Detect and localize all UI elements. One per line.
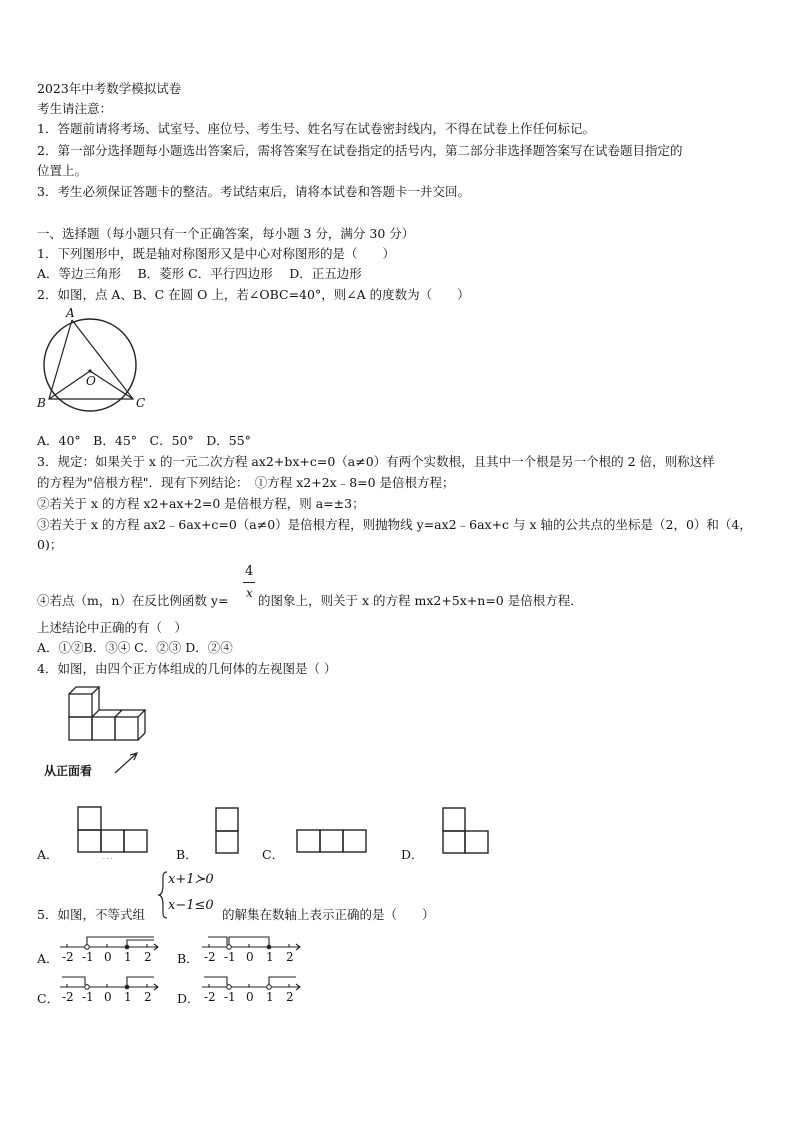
q5-option-b-label: B． <box>177 951 199 966</box>
q3-line6-b: 的图象上，则关于 x 的方程 mx2+5x+n=0 是倍根方程． <box>258 593 583 608</box>
q4-option-d-figure <box>441 806 493 858</box>
q5-option-c-label: C． <box>37 991 60 1006</box>
q2-label-a: A <box>66 306 75 320</box>
q3-line5: 0)； <box>37 537 63 552</box>
q4-option-b-figure <box>214 806 242 856</box>
q3-frac-numerator: 4 <box>245 564 254 579</box>
svg-text:. . .: . . . <box>103 854 113 861</box>
q2-options: A．40° B．45° C．50° D．55° <box>37 433 251 448</box>
q5-c-tick-2: 2 <box>144 990 152 1004</box>
q5-b-tick-m2: -2 <box>204 950 216 964</box>
q4-option-c-label: C． <box>262 847 285 862</box>
q4-option-d-label: D． <box>401 847 424 862</box>
q2-circle-figure <box>37 305 152 417</box>
q5-option-a-label: A． <box>37 951 59 966</box>
q5-a-tick-0: 0 <box>104 950 112 964</box>
q2-label-o: O <box>86 374 96 388</box>
notice-3: 3．考生必须保证答题卡的整洁。考试结束后，请将本试卷和答题卡一并交回。 <box>37 184 470 199</box>
q5-b-tick-0: 0 <box>246 950 254 964</box>
section-heading: 一、选择题（每小题只有一个正确答案，每小题 3 分，满分 30 分） <box>37 226 415 241</box>
q2-label-c: C <box>136 396 146 410</box>
q3-line3: ②若关于 x 的方程 x2+ax+2=0 是倍根方程，则 a=±3； <box>37 496 365 511</box>
q3-line4: ③若关于 x 的方程 ax2﹣6ax+c=0（a≠0）是倍根方程，则抛物线 y=ax2﹣6ax+c 与 x 轴的公共点的坐标是（2，0）和（4， <box>37 517 752 532</box>
q3-line2: 的方程为"倍根方程"．现有下列结论： ①方程 x2+2x﹣8=0 是倍根方程； <box>37 475 455 490</box>
q5-a-tick-m1: -1 <box>82 950 94 964</box>
notice-2: 2．第一部分选择题每小题选出答案后，需将答案写在试卷指定的括号内，第二部分非选择题答案写在试卷题目指定的 <box>37 143 683 158</box>
q4-option-a-figure <box>76 805 151 860</box>
q2-stem: 2．如图，点 A、B、C 在圆 O 上，若∠OBC=40°，则∠A 的度数为（ ） <box>37 287 470 302</box>
q5-stem-a: 5．如图，不等式组 <box>37 907 145 922</box>
notice-1: 1．答题前请将考场、试室号、座位号、考生号、姓名写在试卷密封线内，不得在试卷上作任何标记。 <box>37 121 595 136</box>
q1-options: A．等边三角形 B．菱形 C．平行四边形 D．正五边形 <box>37 266 362 281</box>
notice-2-cont: 位置上。 <box>37 163 88 178</box>
q5-b-tick-m1: -1 <box>224 950 236 964</box>
q5-b-tick-1: 1 <box>266 950 274 964</box>
q4-stem: 4．如图，由四个正方体组成的几何体的左视图是（ ） <box>37 661 337 676</box>
q5-d-tick-2: 2 <box>286 990 294 1004</box>
q1-stem: 1．下列图形中，既是轴对称图形又是中心对称图形的是（ ） <box>37 246 395 261</box>
q5-b-tick-2: 2 <box>286 950 294 964</box>
q5-c-tick-m2: -2 <box>62 990 74 1004</box>
q2-label-b: B <box>37 396 46 410</box>
q4-option-b-label: B． <box>176 847 198 862</box>
q3-options: A．①②B．③④ C．②③ D．②④ <box>37 640 233 655</box>
q4-option-a-label: A． <box>37 847 59 862</box>
q5-system-eq1: x+1≻0 <box>168 872 214 887</box>
q4-view-caption: 从正面看 <box>44 764 93 778</box>
page-title: 2023年中考数学模拟试卷 <box>37 81 182 96</box>
notice-title: 考生请注意： <box>37 101 113 116</box>
q3-line6-a: ④若点（m，n）在反比例函数 y= <box>37 593 229 608</box>
q5-system-eq2: x−1≤0 <box>168 898 214 913</box>
q3-line7: 上述结论中正确的有（ ） <box>37 620 188 635</box>
q5-brace <box>158 871 168 919</box>
q5-c-tick-0: 0 <box>104 990 112 1004</box>
q3-frac-bar <box>243 582 255 583</box>
q3-frac-denominator: x <box>246 586 253 600</box>
q5-c-tick-1: 1 <box>124 990 132 1004</box>
q5-a-tick-2: 2 <box>144 950 152 964</box>
q4-option-c-figure <box>295 828 370 856</box>
q5-a-tick-1: 1 <box>124 950 132 964</box>
q3-line1: 3．规定：如果关于 x 的一元二次方程 ax2+bx+c=0（a≠0）有两个实数根，且其中一个根是另一个根的 2 倍，则称这样 <box>37 454 715 469</box>
q5-d-tick-1: 1 <box>266 990 274 1004</box>
q5-d-tick-m2: -2 <box>204 990 216 1004</box>
q5-option-d-label: D． <box>177 991 200 1006</box>
q5-stem-b: 的解集在数轴上表示正确的是（ ） <box>222 907 435 922</box>
q5-d-tick-0: 0 <box>246 990 254 1004</box>
q5-c-tick-m1: -1 <box>82 990 94 1004</box>
q5-d-tick-m1: -1 <box>224 990 236 1004</box>
q5-a-tick-m2: -2 <box>62 950 74 964</box>
